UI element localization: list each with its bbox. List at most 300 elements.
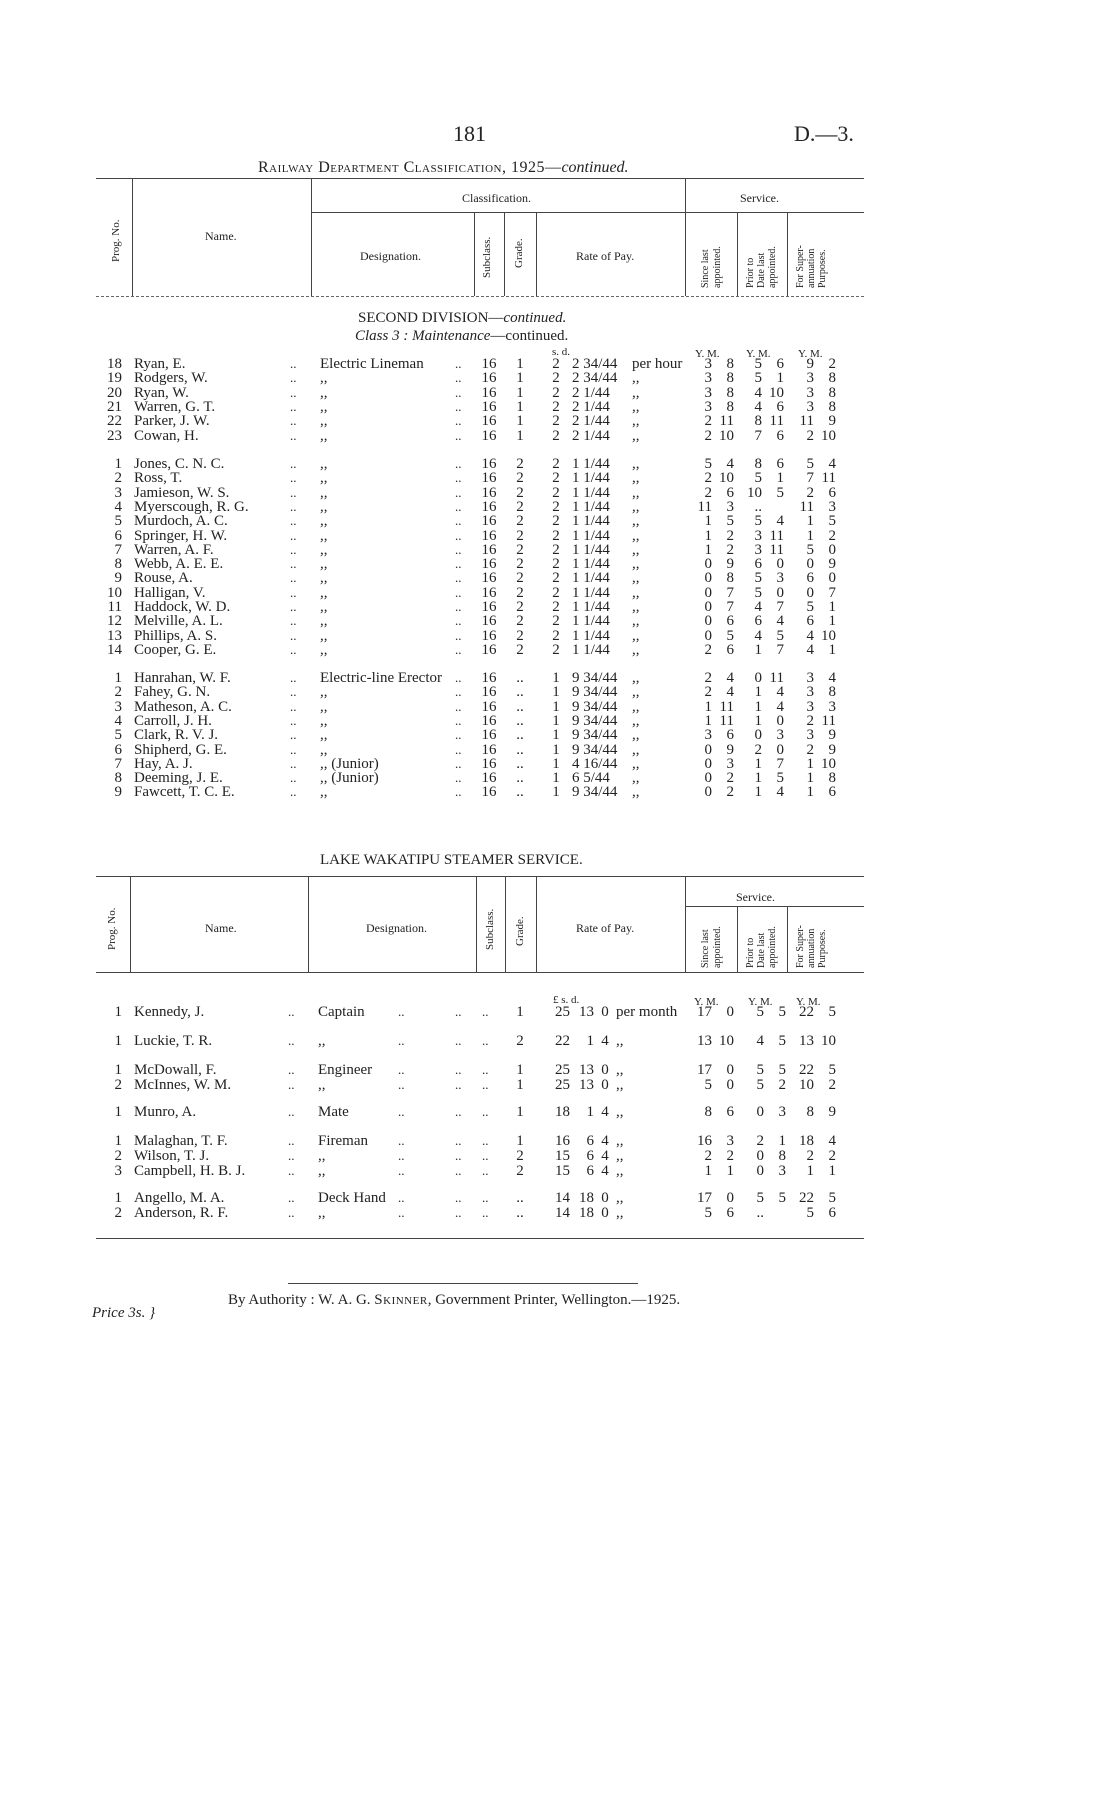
since-months: 6	[726, 727, 734, 744]
since-months: 4	[726, 456, 734, 472]
since-years: 2	[704, 427, 712, 444]
col-divider	[787, 212, 788, 296]
rate-shillings: 1	[552, 755, 560, 772]
rate-unit: per month	[616, 1004, 678, 1020]
since-years: 2	[704, 684, 712, 701]
leader-dots: ..	[290, 413, 297, 429]
prior-years: 2	[754, 741, 762, 758]
leader-dots: ..	[455, 398, 462, 414]
header-super-line-2: annuation	[806, 248, 817, 288]
lake-header-super	[795, 925, 828, 968]
employee-name: Ross, T.	[134, 470, 183, 487]
since-years: 0	[704, 599, 712, 615]
rate-shillings: 2	[552, 513, 560, 530]
grade: ..	[516, 670, 524, 686]
rate-pence: 2 1/44	[572, 384, 610, 401]
rate-shillings: 1	[586, 1033, 594, 1049]
prog-no: 22	[107, 413, 122, 430]
lake-header-subclass: Subclass.	[484, 908, 496, 950]
leader-dots: ..	[290, 712, 297, 728]
rate-pounds: 25	[555, 1004, 570, 1020]
rate-shillings: 2	[552, 570, 560, 587]
since-months: 2	[726, 541, 734, 558]
rate-unit: ,,	[632, 784, 640, 801]
leader-dots: ..	[290, 570, 297, 586]
rate-shillings: 2	[552, 384, 560, 401]
designation: ,,	[320, 456, 328, 472]
rate-shillings: 2	[552, 413, 560, 430]
designation: ,,	[320, 727, 328, 744]
since-years: 16	[697, 1133, 712, 1149]
super-years: 3	[806, 670, 814, 686]
grade: ..	[516, 1205, 524, 1221]
super-months: 10	[821, 627, 836, 644]
leader-dots: ..	[290, 627, 297, 643]
since-months: 0	[726, 1004, 734, 1020]
prior-years: 8	[754, 456, 762, 472]
col-divider	[737, 212, 738, 296]
super-years: 1	[806, 755, 814, 772]
employee-name: Cowan, H.	[134, 427, 199, 444]
prior-months: 5	[778, 1033, 786, 1049]
rate-unit: ,,	[616, 1104, 624, 1120]
rate-unit: ,,	[632, 670, 640, 686]
rate-shillings: 18	[579, 1190, 594, 1206]
prog-no: 4	[114, 498, 122, 515]
grade: 2	[516, 584, 524, 601]
prior-years: 3	[754, 527, 762, 544]
since-years: 13	[697, 1033, 712, 1049]
subclass: 16	[481, 556, 497, 573]
rate-pence: 1 1/44	[572, 527, 610, 544]
grade: 1	[516, 427, 524, 444]
designation: ,,	[320, 470, 328, 487]
since-months: 6	[726, 641, 734, 658]
subclass: 16	[481, 384, 497, 401]
grade: ..	[516, 1190, 524, 1206]
prior-years: 0	[756, 1104, 764, 1120]
header-service: Service.	[740, 191, 779, 205]
lake-ym-prior: Y. M.	[748, 996, 773, 1008]
employee-name: Deeming, J. E.	[134, 770, 223, 787]
subclass: 16	[481, 413, 497, 430]
prior-months: 6	[776, 398, 784, 415]
col-divider	[685, 876, 686, 972]
employee-name: Phillips, A. S.	[134, 627, 217, 644]
super-years: 3	[806, 398, 814, 415]
class-suffix: —continued.	[490, 328, 569, 344]
lake-header-prior-line-2: Date last	[756, 932, 767, 968]
leader-dots: ..	[455, 1062, 462, 1077]
prior-months: 3	[778, 1104, 786, 1120]
prog-no: 5	[114, 727, 122, 744]
col-divider	[536, 876, 537, 972]
rate-unit: ,,	[632, 527, 640, 544]
prog-no: 1	[114, 1033, 122, 1049]
prior-years: 5	[754, 470, 762, 487]
since-years: 17	[697, 1190, 712, 1206]
rate-unit: ,,	[632, 755, 640, 772]
rate-unit: ,,	[632, 484, 640, 501]
grade: 1	[516, 370, 524, 387]
prior-years: 10	[747, 484, 762, 501]
super-years: 3	[806, 684, 814, 701]
designation: ,,	[318, 1033, 326, 1049]
super-months: 1	[828, 1163, 836, 1179]
super-years: 5	[806, 599, 814, 615]
rate-shillings: 2	[552, 527, 560, 544]
rate-unit: ,,	[632, 712, 640, 729]
leader-dots: ..	[290, 456, 297, 471]
super-years: 8	[806, 1104, 814, 1120]
prior-years: ..	[756, 1205, 764, 1221]
lake-section-title: LAKE WAKATIPU STEAMER SERVICE.	[320, 852, 583, 868]
rate-shillings: 2	[552, 599, 560, 615]
super-months: 5	[828, 1004, 836, 1020]
designation: ,,	[318, 1163, 326, 1179]
prog-no: 12	[107, 613, 122, 630]
leader-dots: ..	[455, 1148, 462, 1163]
since-months: 0	[726, 1062, 734, 1078]
prior-months: 5	[778, 1190, 786, 1206]
super-months: 1	[828, 599, 836, 615]
header-since-last-appointed: Since last appointed.	[700, 246, 723, 288]
grade: 2	[516, 1033, 524, 1049]
designation: ,,	[320, 741, 328, 758]
prior-months: 3	[776, 727, 784, 744]
since-months: 6	[726, 1104, 734, 1120]
leader-dots: ..	[455, 1077, 462, 1092]
rate-shillings: 2	[552, 470, 560, 487]
leader-dots: ..	[398, 1205, 405, 1220]
employee-name: Hanrahan, W. F.	[134, 670, 231, 686]
rate-unit: ,,	[632, 556, 640, 573]
grade: 1	[516, 1133, 524, 1149]
prior-months: 4	[776, 613, 784, 630]
rate-pence: 1 1/44	[572, 627, 610, 644]
grade: 1	[516, 384, 524, 401]
super-months: 9	[828, 1104, 836, 1120]
prior-months: 6	[776, 456, 784, 472]
subclass: 16	[481, 513, 497, 530]
grade: 2	[516, 484, 524, 501]
prior-years: 5	[756, 1190, 764, 1206]
prior-years: 1	[754, 770, 762, 787]
since-years: 2	[704, 413, 712, 430]
leader-dots: ..	[288, 1133, 295, 1148]
super-months: 3	[828, 698, 836, 715]
employee-name: Luckie, T. R.	[134, 1033, 213, 1049]
lake-header-prior-line-3: appointed.	[767, 926, 778, 968]
employee-name: Jones, C. N. C.	[134, 456, 225, 472]
leader-dots: ..	[290, 384, 297, 400]
rate-unit: ,,	[632, 456, 640, 472]
super-months: 6	[828, 1205, 836, 1221]
prog-no: 2	[114, 470, 122, 487]
prog-no: 11	[107, 599, 122, 615]
header-prior-line-2: Date last	[756, 252, 767, 288]
designation: ,,	[320, 413, 328, 430]
leader-dots: ..	[290, 527, 297, 543]
subclass: 16	[481, 641, 497, 658]
page-title-italic: continued.	[561, 159, 629, 176]
rate-units-header: s. d.	[552, 346, 571, 358]
since-months: 4	[726, 670, 734, 686]
super-years: 3	[806, 727, 814, 744]
since-years: 2	[704, 641, 712, 658]
prog-no: 23	[107, 427, 122, 444]
lake-header-name: Name.	[205, 921, 237, 935]
grade: 2	[516, 556, 524, 573]
since-months: 8	[726, 570, 734, 587]
since-years: 1	[704, 698, 712, 715]
rate-pence: 9 34/44	[572, 698, 618, 715]
rate-unit: ,,	[632, 770, 640, 787]
grade: 2	[516, 456, 524, 472]
super-years: 2	[806, 484, 814, 501]
lake-service-rule	[685, 906, 864, 907]
ym-prior: Y. M.	[746, 348, 771, 360]
super-years: 5	[806, 1205, 814, 1221]
leader-dots: ..	[288, 1004, 295, 1019]
since-years: 5	[704, 1077, 712, 1093]
prog-no: 6	[114, 527, 122, 544]
authority-suffix: , Government Printer, Wellington.—1925.	[427, 1292, 681, 1308]
designation: ,,	[320, 627, 328, 644]
since-years: 5	[704, 456, 712, 472]
leader-dots: ..	[290, 356, 297, 371]
prior-months: 3	[778, 1163, 786, 1179]
rate-unit: ,,	[632, 427, 640, 444]
rate-shillings: 2	[552, 456, 560, 472]
rate-shillings: 13	[579, 1004, 594, 1020]
super-months: 6	[828, 484, 836, 501]
super-years: 1	[806, 527, 814, 544]
prior-years: 6	[754, 613, 762, 630]
lake-header-rate-of-pay: Rate of Pay.	[576, 921, 635, 935]
rate-unit: ,,	[616, 1033, 624, 1049]
grade: 1	[516, 413, 524, 430]
since-years: 3	[704, 384, 712, 401]
super-months: 7	[828, 584, 836, 601]
rate-pence: 1 1/44	[572, 513, 610, 530]
since-years: 0	[704, 784, 712, 801]
prog-no: 9	[114, 570, 122, 587]
leader-dots: ..	[288, 1148, 295, 1163]
rate-unit: ,,	[632, 613, 640, 630]
ym-since: Y. M.	[695, 348, 720, 360]
rate-pounds: 15	[555, 1163, 570, 1179]
prog-no: 19	[107, 370, 122, 387]
footer-rule	[288, 1283, 638, 1284]
since-years: 2	[704, 670, 712, 686]
leader-dots: ..	[455, 1190, 462, 1205]
super-months: 10	[821, 427, 836, 444]
lake-bottom-rule	[96, 1238, 864, 1239]
rate-shillings: 1	[552, 712, 560, 729]
rate-unit: ,,	[632, 641, 640, 658]
grade: ..	[516, 770, 524, 787]
prior-years: 1	[754, 755, 762, 772]
prior-years: 4	[756, 1033, 764, 1049]
col-divider	[476, 876, 477, 972]
col-divider	[474, 212, 475, 296]
prior-months: 0	[776, 584, 784, 601]
col-divider	[504, 212, 505, 296]
prog-no: 1	[114, 1004, 122, 1020]
prog-no: 2	[114, 1148, 122, 1164]
prior-years: 0	[756, 1163, 764, 1179]
since-months: 10	[719, 1033, 734, 1049]
subclass: 16	[481, 370, 497, 387]
rate-pence: 2 34/44	[572, 370, 618, 387]
prior-months: 5	[778, 1004, 786, 1020]
grade: 2	[516, 599, 524, 615]
rate-shillings: 6	[586, 1163, 594, 1179]
prior-months: 8	[778, 1148, 786, 1164]
employee-name: Ryan, E.	[134, 356, 186, 372]
rate-pence: 1 1/44	[572, 456, 610, 472]
division-heading	[358, 310, 566, 326]
super-years: 22	[799, 1004, 814, 1020]
designation: ,,	[320, 513, 328, 530]
header-rate-of-pay: Rate of Pay.	[576, 249, 635, 263]
rate-pence: 9 34/44	[572, 684, 618, 701]
leader-dots: ..	[398, 1163, 405, 1178]
rate-unit: ,,	[616, 1133, 624, 1149]
since-months: 2	[726, 784, 734, 801]
leader-dots: ..	[290, 513, 297, 529]
rate-pence: 0	[601, 1190, 609, 1206]
col-divider	[505, 876, 506, 972]
leader-dots: ..	[290, 541, 297, 557]
leader-dots: ..	[482, 1205, 489, 1220]
rate-pence: 1 1/44	[572, 484, 610, 501]
super-years: 1	[806, 784, 814, 801]
super-months: 9	[828, 556, 836, 573]
designation: ,,	[320, 498, 328, 515]
super-months: 8	[828, 384, 836, 401]
super-years: 4	[806, 641, 814, 658]
lake-rate-units-header: £ s. d.	[553, 994, 580, 1006]
leader-dots: ..	[455, 356, 462, 371]
lake-ym-since: Y. M.	[694, 996, 719, 1008]
employee-name: Parker, J. W.	[134, 413, 210, 430]
since-months: 0	[726, 1190, 734, 1206]
leader-dots: ..	[290, 556, 297, 572]
header-designation: Designation.	[360, 249, 421, 263]
super-months: 2	[828, 1077, 836, 1093]
grade: 1	[516, 398, 524, 415]
subclass: 16	[481, 427, 497, 444]
leader-dots: ..	[290, 584, 297, 600]
leader-dots: ..	[455, 484, 462, 500]
prior-years: 4	[754, 627, 762, 644]
since-months: 3	[726, 1133, 734, 1149]
since-months: 2	[726, 1148, 734, 1164]
super-months: 5	[828, 1190, 836, 1206]
designation: ,,	[320, 712, 328, 729]
subclass: 16	[481, 470, 497, 487]
designation: ,,	[320, 398, 328, 415]
leader-dots: ..	[288, 1033, 295, 1048]
leader-dots: ..	[455, 755, 462, 771]
designation: ,, (Junior)	[320, 755, 379, 772]
designation: Electric-line Erector	[320, 670, 443, 686]
rate-unit: ,,	[632, 570, 640, 587]
lake-ym-super: Y. M.	[796, 996, 821, 1008]
rate-shillings: 2	[552, 613, 560, 630]
authority-line	[228, 1292, 680, 1308]
leader-dots: ..	[290, 727, 297, 743]
prior-years: 1	[754, 641, 762, 658]
rate-pence: 2 1/44	[572, 398, 610, 415]
super-months: 8	[828, 370, 836, 387]
rate-pence: 1 1/44	[572, 641, 610, 658]
since-months: 3	[726, 498, 734, 515]
leader-dots: ..	[455, 698, 462, 714]
prog-no: 2	[114, 1205, 122, 1221]
since-months: 6	[726, 1205, 734, 1221]
since-years: 3	[704, 398, 712, 415]
subclass: 16	[481, 741, 497, 758]
leader-dots: ..	[482, 1033, 489, 1048]
rate-unit: ,,	[616, 1148, 624, 1164]
leader-dots: ..	[455, 741, 462, 757]
rate-pence: 4 16/44	[572, 755, 618, 772]
rate-unit: ,,	[632, 384, 640, 401]
leader-dots: ..	[398, 1077, 405, 1092]
prior-years: 1	[754, 684, 762, 701]
prior-months: 0	[776, 712, 784, 729]
rate-shillings: 2	[552, 627, 560, 644]
designation: ,,	[320, 484, 328, 501]
leader-dots: ..	[455, 712, 462, 728]
subclass: 16	[481, 698, 497, 715]
grade: 1	[516, 1062, 524, 1078]
prior-months: 6	[776, 356, 784, 372]
subclass: 16	[481, 541, 497, 558]
since-months: 7	[726, 584, 734, 601]
designation: Mate	[318, 1104, 349, 1120]
since-years: 17	[697, 1004, 712, 1020]
prior-years: 1	[754, 698, 762, 715]
employee-name: Fawcett, T. C. E.	[134, 784, 235, 801]
rate-shillings: 1	[552, 684, 560, 701]
employee-name: Carroll, J. H.	[134, 712, 212, 729]
leader-dots: ..	[288, 1163, 295, 1178]
designation: ,,	[320, 613, 328, 630]
leader-dots: ..	[290, 684, 297, 700]
since-months: 10	[719, 427, 734, 444]
leader-dots: ..	[455, 370, 462, 386]
grade: 2	[516, 570, 524, 587]
prior-months: 7	[776, 641, 784, 658]
grade: 2	[516, 527, 524, 544]
super-months: 6	[828, 784, 836, 801]
leader-dots: ..	[290, 599, 297, 614]
since-years: 1	[704, 527, 712, 544]
leader-dots: ..	[455, 498, 462, 514]
header-subclass: Subclass.	[481, 236, 493, 278]
prior-months: 7	[776, 755, 784, 772]
prior-years: 2	[756, 1133, 764, 1149]
rate-unit: ,,	[616, 1077, 624, 1093]
header-name: Name.	[205, 229, 237, 243]
rate-shillings: 2	[552, 556, 560, 573]
prior-months: 4	[776, 684, 784, 701]
designation: ,,	[320, 599, 328, 615]
